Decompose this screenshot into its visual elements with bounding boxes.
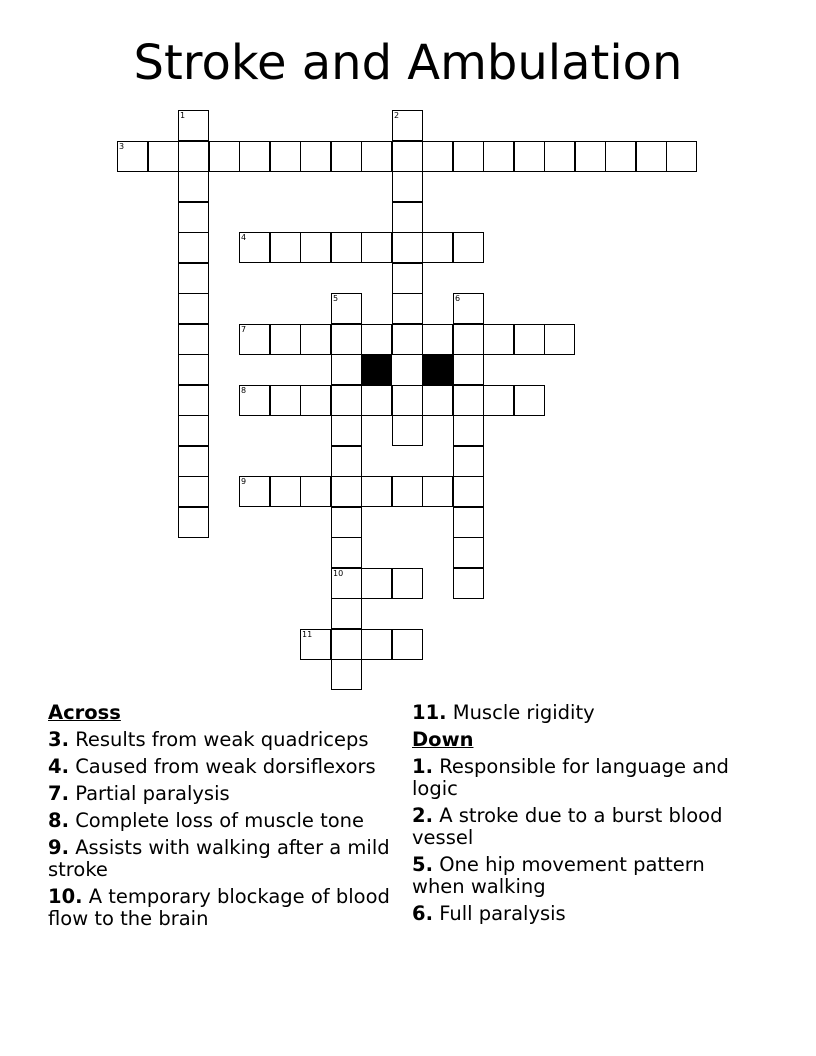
clue-number: 6.: [412, 902, 433, 925]
clue-number-label: 10: [333, 569, 344, 578]
crossword-cell[interactable]: [666, 141, 697, 172]
across-clue-8: [48, 810, 393, 832]
crossword-cell[interactable]: [453, 507, 484, 538]
clue-number: 4.: [48, 755, 69, 778]
crossword-cell[interactable]: [178, 354, 209, 385]
crossword-cell[interactable]: [270, 141, 301, 172]
crossword-cell[interactable]: [178, 232, 209, 263]
crossword-cell[interactable]: [117, 141, 148, 172]
crossword-cell[interactable]: [331, 507, 362, 538]
crossword-cell[interactable]: [300, 476, 331, 507]
clue-number-label: 3: [119, 142, 125, 151]
crossword-cell[interactable]: [331, 659, 362, 690]
crossword-cell[interactable]: [392, 171, 423, 202]
clue-number-label: 2: [394, 111, 400, 120]
across-clue-10: [48, 886, 393, 930]
crossword-cell[interactable]: [453, 537, 484, 568]
page-title: Stroke and Ambulation: [133, 35, 683, 91]
clue-number-label: 6: [455, 294, 461, 303]
across-clue-3: [48, 729, 393, 751]
crossword-cell[interactable]: [544, 141, 575, 172]
crossword-cell[interactable]: [575, 141, 606, 172]
crossword-cell[interactable]: [392, 324, 423, 355]
clue-text: Partial paralysis: [75, 782, 230, 805]
crossword-cell[interactable]: [361, 141, 392, 172]
crossword-cell[interactable]: [331, 293, 362, 324]
across-clue-7: [48, 783, 393, 805]
across-clue-4: [48, 756, 393, 778]
crossword-cell[interactable]: [453, 568, 484, 599]
down-clue-2: [412, 805, 757, 849]
crossword-cell[interactable]: [300, 141, 331, 172]
crossword-cell[interactable]: [453, 415, 484, 446]
down-clue-6: [412, 903, 757, 925]
clues-right-column: [412, 702, 757, 930]
crossword-cell[interactable]: [239, 324, 270, 355]
crossword-cell[interactable]: [178, 110, 209, 141]
crossword-cell[interactable]: [178, 202, 209, 233]
crossword-cell[interactable]: [239, 141, 270, 172]
down-heading: Down: [412, 728, 474, 751]
crossword-cell[interactable]: [148, 141, 179, 172]
crossword-cell[interactable]: [331, 568, 362, 599]
clue-number: 3.: [48, 728, 69, 751]
crossword-cell[interactable]: [178, 324, 209, 355]
clue-number-label: 11: [302, 630, 313, 639]
crossword-cell[interactable]: [331, 232, 362, 263]
clue-number-label: 5: [333, 294, 339, 303]
clue-number: 10.: [48, 885, 83, 908]
crossword-block-cell: [422, 354, 453, 385]
clue-text: A temporary blockage of blood flow to the brain: [48, 885, 390, 930]
crossword-cell[interactable]: [514, 141, 545, 172]
crossword-cell[interactable]: [331, 446, 362, 477]
crossword-cell[interactable]: [453, 446, 484, 477]
crossword-cell[interactable]: [331, 324, 362, 355]
clue-number-label: 4: [241, 233, 247, 242]
crossword-cell[interactable]: [422, 385, 453, 416]
crossword-cell[interactable]: [453, 232, 484, 263]
clue-text: Full paralysis: [439, 902, 566, 925]
crossword-cell[interactable]: [422, 324, 453, 355]
crossword-cell[interactable]: [178, 446, 209, 477]
crossword-cell[interactable]: [331, 354, 362, 385]
crossword-cell[interactable]: [178, 171, 209, 202]
clue-text: Assists with walking after a mild stroke: [48, 836, 390, 881]
clue-number: 9.: [48, 836, 69, 859]
crossword-cell[interactable]: [453, 476, 484, 507]
crossword-cell[interactable]: [483, 141, 514, 172]
clue-number: 5.: [412, 853, 433, 876]
crossword-cell[interactable]: [392, 202, 423, 233]
crossword-cell[interactable]: [605, 141, 636, 172]
crossword-cell[interactable]: [483, 385, 514, 416]
crossword-cell[interactable]: [361, 568, 392, 599]
crossword-cell[interactable]: [331, 141, 362, 172]
crossword-cell[interactable]: [392, 415, 423, 446]
crossword-cell[interactable]: [239, 232, 270, 263]
crossword-cell[interactable]: [300, 629, 331, 660]
clue-number: 1.: [412, 755, 433, 778]
down-clue-5: [412, 854, 757, 898]
crossword-cell[interactable]: [178, 293, 209, 324]
crossword-cell[interactable]: [514, 385, 545, 416]
crossword-cell[interactable]: [453, 293, 484, 324]
across-clue-9: [48, 837, 393, 881]
crossword-cell[interactable]: [453, 141, 484, 172]
crossword-cell[interactable]: [392, 385, 423, 416]
crossword-cell[interactable]: [270, 324, 301, 355]
clue-number: 7.: [48, 782, 69, 805]
crossword-cell[interactable]: [392, 476, 423, 507]
clue-number: 8.: [48, 809, 69, 832]
crossword-cell[interactable]: [178, 415, 209, 446]
clue-number-label: 9: [241, 477, 247, 486]
crossword-cell[interactable]: [392, 110, 423, 141]
crossword-cell[interactable]: [239, 476, 270, 507]
crossword-cell[interactable]: [361, 232, 392, 263]
crossword-cell[interactable]: [331, 415, 362, 446]
crossword-cell[interactable]: [178, 476, 209, 507]
clue-text: Results from weak quadriceps: [75, 728, 369, 751]
crossword-cell[interactable]: [361, 385, 392, 416]
clue-text: Muscle rigidity: [452, 701, 595, 724]
crossword-cell[interactable]: [178, 141, 209, 172]
crossword-cell[interactable]: [331, 385, 362, 416]
crossword-cell[interactable]: [178, 385, 209, 416]
crossword-cell[interactable]: [209, 141, 240, 172]
clue-text: Complete loss of muscle tone: [75, 809, 365, 832]
crossword-cell[interactable]: [239, 385, 270, 416]
across-clue-11: [412, 702, 757, 724]
crossword-cell[interactable]: [300, 324, 331, 355]
crossword-cell[interactable]: [392, 629, 423, 660]
clue-number: 11.: [412, 701, 447, 724]
crossword-cell[interactable]: [453, 354, 484, 385]
clue-number-label: 8: [241, 386, 247, 395]
crossword-cell[interactable]: [422, 476, 453, 507]
crossword-cell[interactable]: [392, 568, 423, 599]
crossword-cell[interactable]: [331, 476, 362, 507]
crossword-cell[interactable]: [544, 324, 575, 355]
crossword-cell[interactable]: [453, 385, 484, 416]
crossword-cell[interactable]: [270, 385, 301, 416]
crossword-cell[interactable]: [514, 324, 545, 355]
crossword-cell[interactable]: [392, 293, 423, 324]
crossword-cell[interactable]: [422, 141, 453, 172]
clue-number-label: 7: [241, 325, 247, 334]
crossword-cell[interactable]: [331, 598, 362, 629]
crossword-cell[interactable]: [178, 263, 209, 294]
crossword-cell[interactable]: [361, 629, 392, 660]
down-clue-1: [412, 756, 757, 800]
crossword-cell[interactable]: [392, 141, 423, 172]
crossword-cell[interactable]: [422, 232, 453, 263]
clue-number-label: 1: [180, 111, 186, 120]
crossword-cell[interactable]: [270, 232, 301, 263]
clues-left-column: [48, 702, 393, 935]
crossword-cell[interactable]: [636, 141, 667, 172]
clue-text: One hip movement pattern when walking: [412, 853, 705, 898]
crossword-cell[interactable]: [361, 476, 392, 507]
clue-text: A stroke due to a burst blood vessel: [412, 804, 723, 849]
crossword-cell[interactable]: [300, 385, 331, 416]
crossword-cell[interactable]: [392, 232, 423, 263]
crossword-cell[interactable]: [453, 324, 484, 355]
crossword-cell[interactable]: [331, 629, 362, 660]
crossword-cell[interactable]: [331, 537, 362, 568]
across-heading: Across: [48, 701, 121, 724]
crossword-cell[interactable]: [483, 324, 514, 355]
clue-text: Caused from weak dorsiflexors: [75, 755, 376, 778]
crossword-cell[interactable]: [270, 476, 301, 507]
clue-number: 2.: [412, 804, 433, 827]
clue-text: Responsible for language and logic: [412, 755, 729, 800]
crossword-cell[interactable]: [392, 263, 423, 294]
crossword-cell[interactable]: [361, 324, 392, 355]
crossword-cell[interactable]: [300, 232, 331, 263]
crossword-block-cell: [361, 354, 392, 385]
crossword-cell[interactable]: [178, 507, 209, 538]
